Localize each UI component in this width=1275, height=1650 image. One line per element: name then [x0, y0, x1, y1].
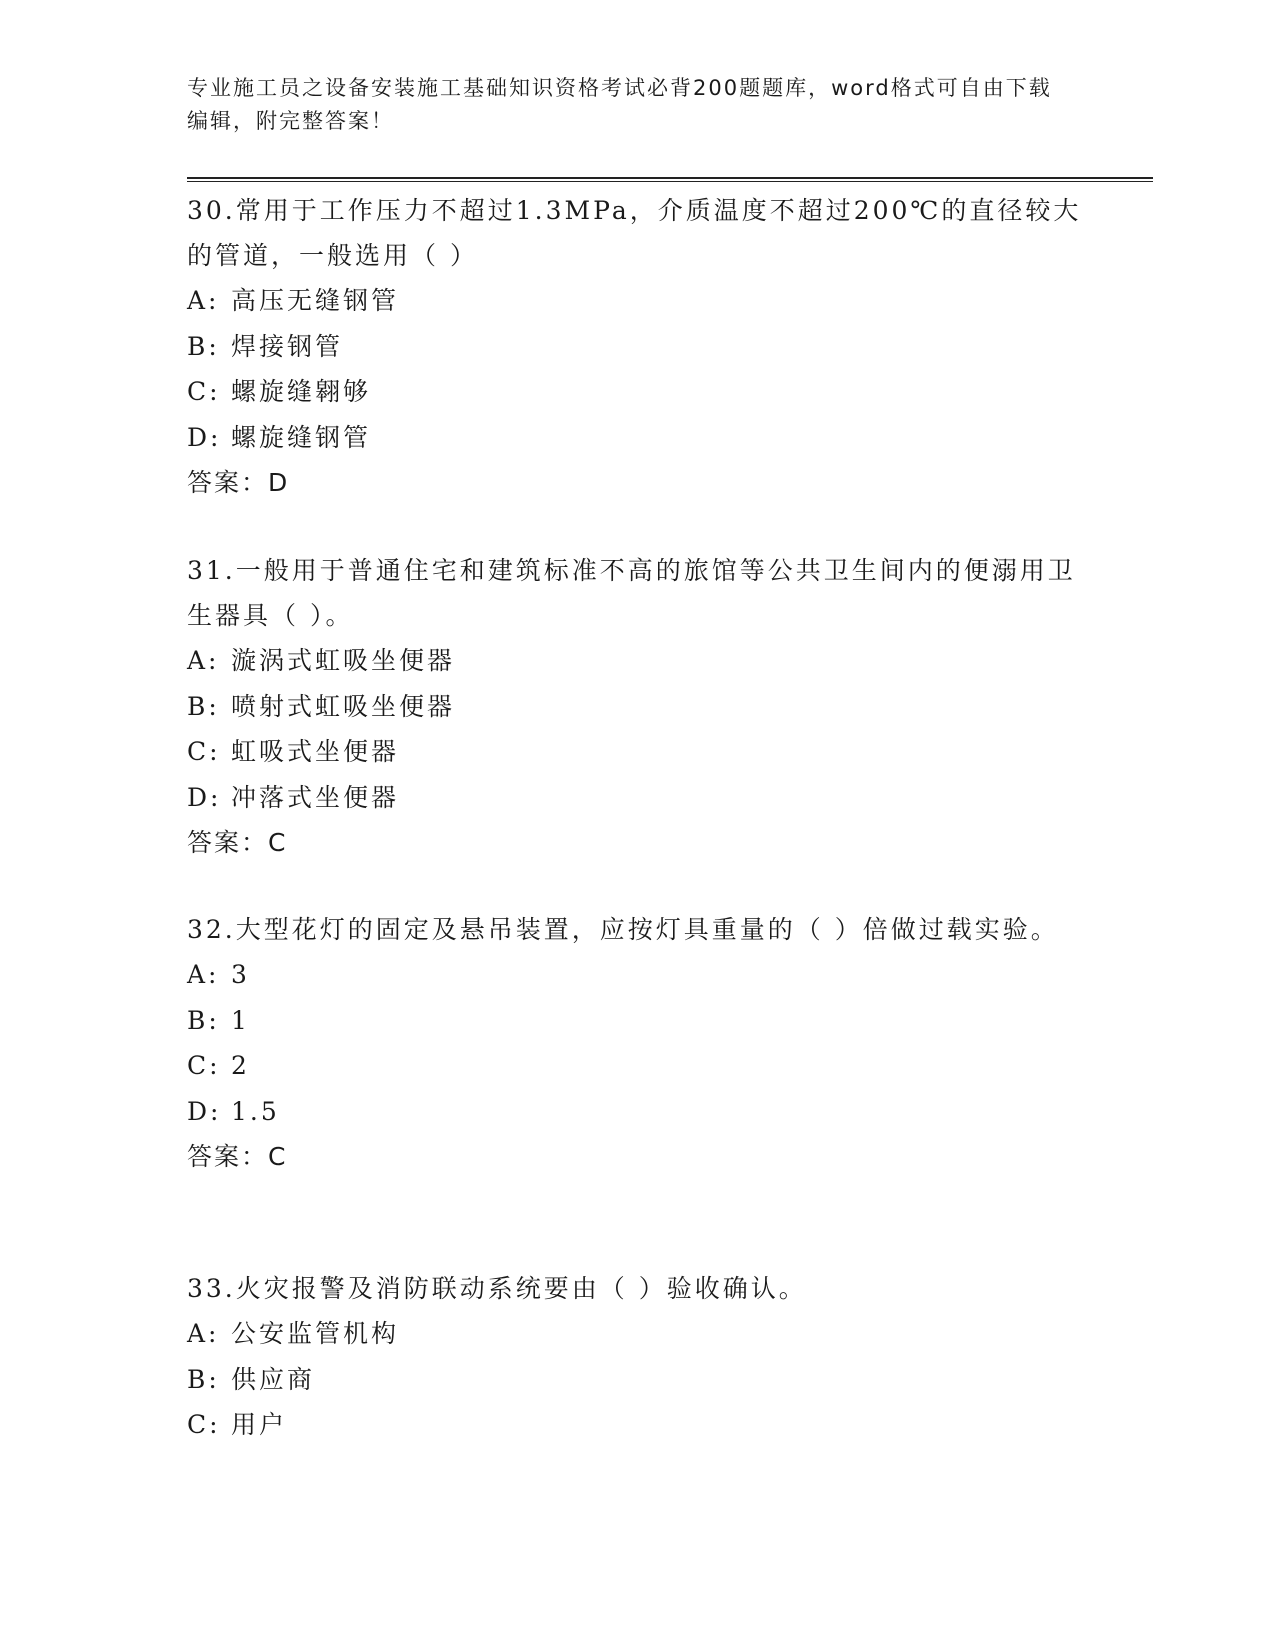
header-divider-thin: [187, 181, 1153, 182]
question-title: 31.一般用于普通住宅和建筑标准不高的旅馆等公共卫生间内的便溺用卫生器具（ ）。: [187, 556, 1076, 630]
option-text: 冲落式坐便器: [231, 782, 400, 812]
option-d: [187, 415, 1087, 461]
answer-line: 答案：C: [187, 828, 288, 857]
header-divider-thick: [187, 177, 1153, 179]
option-text: 喷射式虹吸坐便器: [231, 691, 456, 721]
option-text: 用户: [231, 1410, 288, 1439]
option-letter: B:: [187, 691, 220, 721]
option-c: [187, 1043, 1087, 1089]
option-c: [187, 729, 1087, 775]
option-b: [187, 324, 1087, 370]
option-text: 供应商: [231, 1364, 316, 1394]
option-b: [187, 998, 1087, 1044]
option-letter: C:: [187, 377, 221, 406]
option-letter: C:: [187, 1410, 221, 1439]
question-title: 32.大型花灯的固定及悬吊装置，应按灯具重量的（ ）倍做过载实验。: [187, 915, 1059, 944]
option-b: [187, 684, 1087, 730]
option-letter: B:: [187, 1364, 220, 1394]
option-text: 1.5: [231, 1096, 280, 1126]
question-31: [187, 548, 1087, 865]
option-text: 螺旋缝翱够: [231, 377, 372, 406]
document-header: 专业施工员之设备安装施工基础知识资格考试必背200题题库，word格式可自由下载编辑，附完整答案！: [187, 76, 1052, 133]
option-letter: D:: [187, 1096, 222, 1126]
option-text: 虹吸式坐便器: [231, 737, 400, 766]
option-b: [187, 1357, 1087, 1403]
option-letter: A:: [187, 286, 220, 315]
question-title: 30.常用于工作压力不超过1.3MPa，介质温度不超过200℃的直径较大的管道，一般选用（ ）: [187, 196, 1082, 270]
option-letter: B:: [187, 1005, 220, 1035]
option-a: [187, 952, 1087, 998]
option-a: [187, 1311, 1087, 1357]
option-text: 公安监管机构: [231, 1319, 400, 1348]
option-letter: A:: [187, 1319, 220, 1348]
question-33: [187, 1266, 1087, 1448]
answer-line: 答案：D: [187, 468, 290, 497]
option-letter: C:: [187, 737, 221, 766]
option-text: 漩涡式虹吸坐便器: [231, 646, 456, 675]
question-32: [187, 907, 1087, 1179]
option-text: 2: [231, 1051, 250, 1080]
option-d: [187, 775, 1087, 821]
option-letter: A:: [187, 646, 220, 675]
option-text: 焊接钢管: [231, 331, 344, 361]
option-letter: C:: [187, 1051, 221, 1080]
option-text: 3: [231, 960, 250, 989]
option-c: [187, 369, 1087, 415]
question-30: [187, 188, 1087, 505]
option-letter: B:: [187, 331, 220, 361]
option-a: [187, 638, 1087, 684]
option-d: [187, 1089, 1087, 1135]
option-text: 高压无缝钢管: [231, 286, 400, 315]
option-letter: A:: [187, 960, 220, 989]
option-a: [187, 278, 1087, 324]
question-title: 33.火灾报警及消防联动系统要由（ ）验收确认。: [187, 1274, 807, 1303]
option-letter: D:: [187, 422, 222, 452]
option-c: [187, 1402, 1087, 1448]
option-text: 1: [231, 1005, 250, 1035]
option-text: 螺旋缝钢管: [231, 422, 372, 452]
answer-line: 答案：C: [187, 1142, 288, 1171]
option-letter: D:: [187, 782, 222, 812]
